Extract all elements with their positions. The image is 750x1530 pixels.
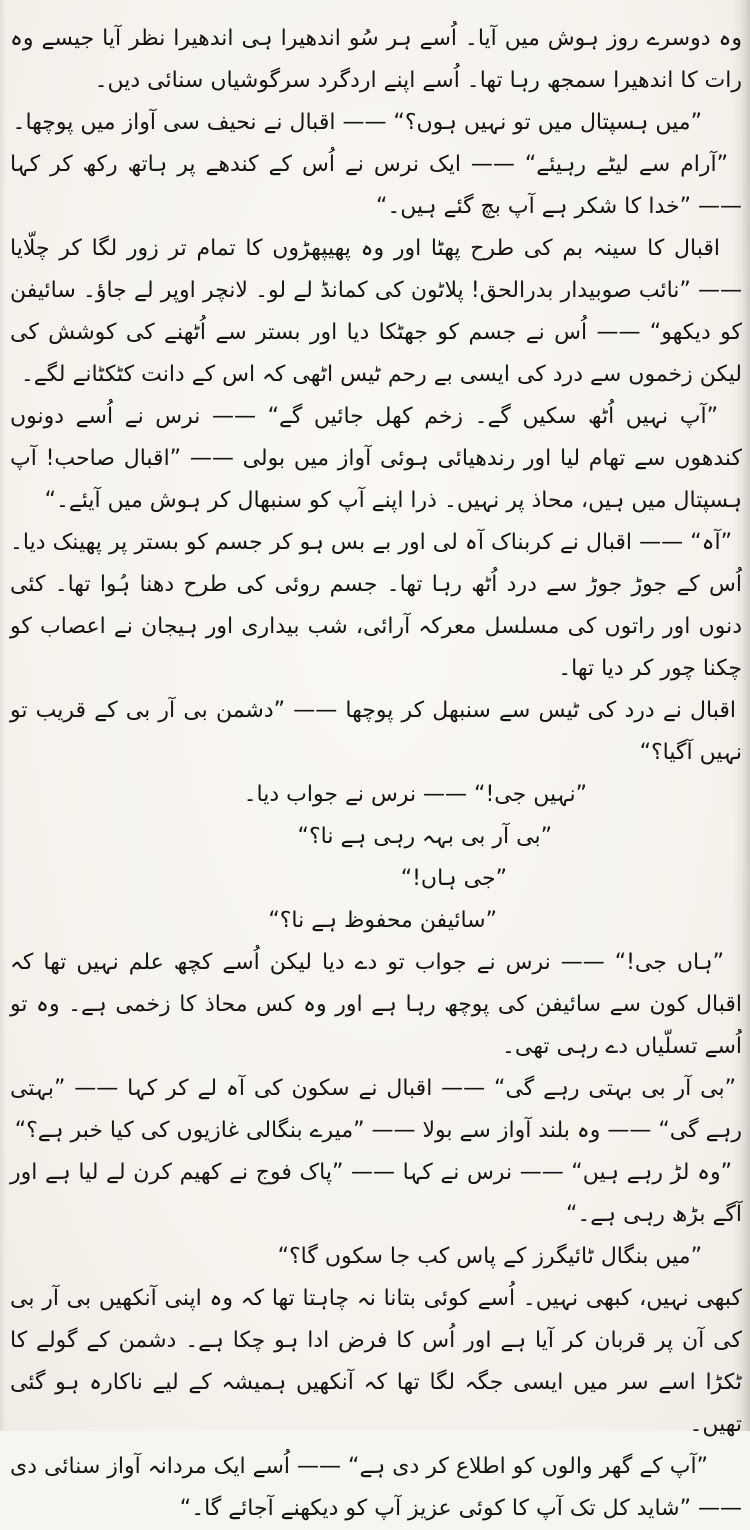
- paragraph-dialogue: ”میں بنگال ٹائیگرز کے پاس کب جا سکوں گا؟“: [277, 1244, 702, 1269]
- paragraph-dialogue: ”میں ہسپتال میں تو نہیں ہوں؟“ —— اقبال نے نحیف سی آواز میں پوچھا۔: [12, 110, 702, 135]
- paragraph-narrative: وہ دوسرے روز ہوش میں آیا۔ اُسے ہر سُو اندھیرا ہی اندھیرا نظر آیا جیسے وہ رات کا اندھیرا سمجھ رہا تھا۔ اُسے اپنے اردگرد سرگوشیاں سنائی دیں۔: [10, 26, 742, 93]
- paragraph-dialogue: ”بی آر بی بہہ رہی ہے نا؟“: [297, 824, 552, 849]
- paragraph-dialogue: ”نہیں جی!“ —— نرس نے جواب دیا۔: [243, 782, 587, 807]
- paragraph-dialogue: ”سائیفن محفوظ ہے نا؟“: [268, 908, 497, 933]
- paragraph-dialogue: ”جی ہاں!“: [400, 866, 507, 891]
- paragraph-narrative: اقبال کا سینہ بم کی طرح پھٹا اور وہ پھیپھڑوں کا تمام تر زور لگا کر چلّایا —— ”نائب صوبیدار بدرالحق! پلاٹون کی کمانڈ لے لو۔ لانچر اوپر لے جاؤ۔ سائیفن کو دیکھو“ —— اُس نے جسم کو جھٹکا دیا اور بستر سے اُٹھنے کی کوشش کی لیکن زخموں سے درد کی ایسی بے رحم ٹیس اٹھی کہ اس کے دانت کٹکٹانے لگے۔: [10, 236, 742, 387]
- paragraph-narrative: اقبال نے درد کی ٹیس سے سنبھل کر پوچھا —— ”دشمن بی آر بی کے قریب تو نہیں آگیا؟“: [10, 698, 742, 765]
- page-text: [10, 18, 742, 1530]
- paragraph-dialogue: ”آرام سے لیٹے رہیئے“ —— ایک نرس نے اُس کے کندھے پر ہاتھ رکھ کر کہا —— ”خدا کا شکر ہے آپ بچ گئے ہیں۔“: [10, 152, 742, 219]
- paragraph-dialogue: ”آپ نہیں اُٹھ سکیں گے۔ زخم کھل جائیں گے“ —— نرس نے اُسے دونوں کندھوں سے تھام لیا اور رندھیائی ہوئی آواز میں بولی —— ”اقبال صاحب! آپ ہسپتال میں ہیں، محاذ پر نہیں۔ ذرا اپنے آپ کو سنبھال کر ہوش میں آیئے۔“: [10, 404, 742, 513]
- paragraph-dialogue: ”ہاں جی!“ —— نرس نے جواب تو دے دیا لیکن اُسے کچھ علم نہیں تھا کہ اقبال کون سے سائیفن کی پوچھ رہا ہے اور وہ کس محاذ کا زخمی ہے۔ وہ تو اُسے تسلّیاں دے رہی تھی۔: [10, 950, 742, 1059]
- paragraph-narrative: کبھی نہیں، کبھی نہیں۔ اُسے کوئی بتانا نہ چاہتا تھا کہ وہ اپنی آنکھیں بی آر بی کی آن پر قربان کر آیا ہے اور اُس کا فرض ادا ہو چکا ہے۔ دشمن کے گولے کا ٹکڑا اسے سر میں ایسی جگہ لگا تھا کہ آنکھیں ہمیشہ کے لیے ناکارہ ہو گئی تھیں۔: [10, 1286, 742, 1437]
- paragraph-dialogue: ”آپ کے گھر والوں کو اطلاع کر دی ہے“ —— اُسے ایک مردانہ آواز سنائی دی —— ”شاید کل تک آپ کا کوئی عزیز آپ کو دیکھنے آجائے گا۔“: [10, 1454, 742, 1521]
- paragraph-dialogue: ”وہ لڑ رہے ہیں“ —— نرس نے کہا —— ”پاک فوج نے کھیم کرن لے لیا ہے اور آگے بڑھ رہی ہے۔“: [10, 1160, 742, 1227]
- paragraph-dialogue: ”بی آر بی بہتی رہے گی“ —— اقبال نے سکون کی آہ لے کر کہا —— ”بہتی رہے گی“ —— وہ بلند آواز سے بولا —— ”میرے بنگالی غازیوں کی کیا خبر ہے؟“: [10, 1076, 742, 1143]
- paragraph-dialogue: ”آہ“ —— اقبال نے کربناک آہ لی اور بے بس ہو کر جسم کو بستر پر پھینک دیا۔ اُس کے جوڑ جوڑ سے درد اُٹھ رہا تھا۔ جسم روئی کی طرح دھنا ہُوا تھا۔ کئی دنوں اور راتوں کی مسلسل معرکہ آرائی، شب بیداری اور ہیجان نے اعصاب کو چکنا چور کر دیا تھا۔: [10, 530, 742, 681]
